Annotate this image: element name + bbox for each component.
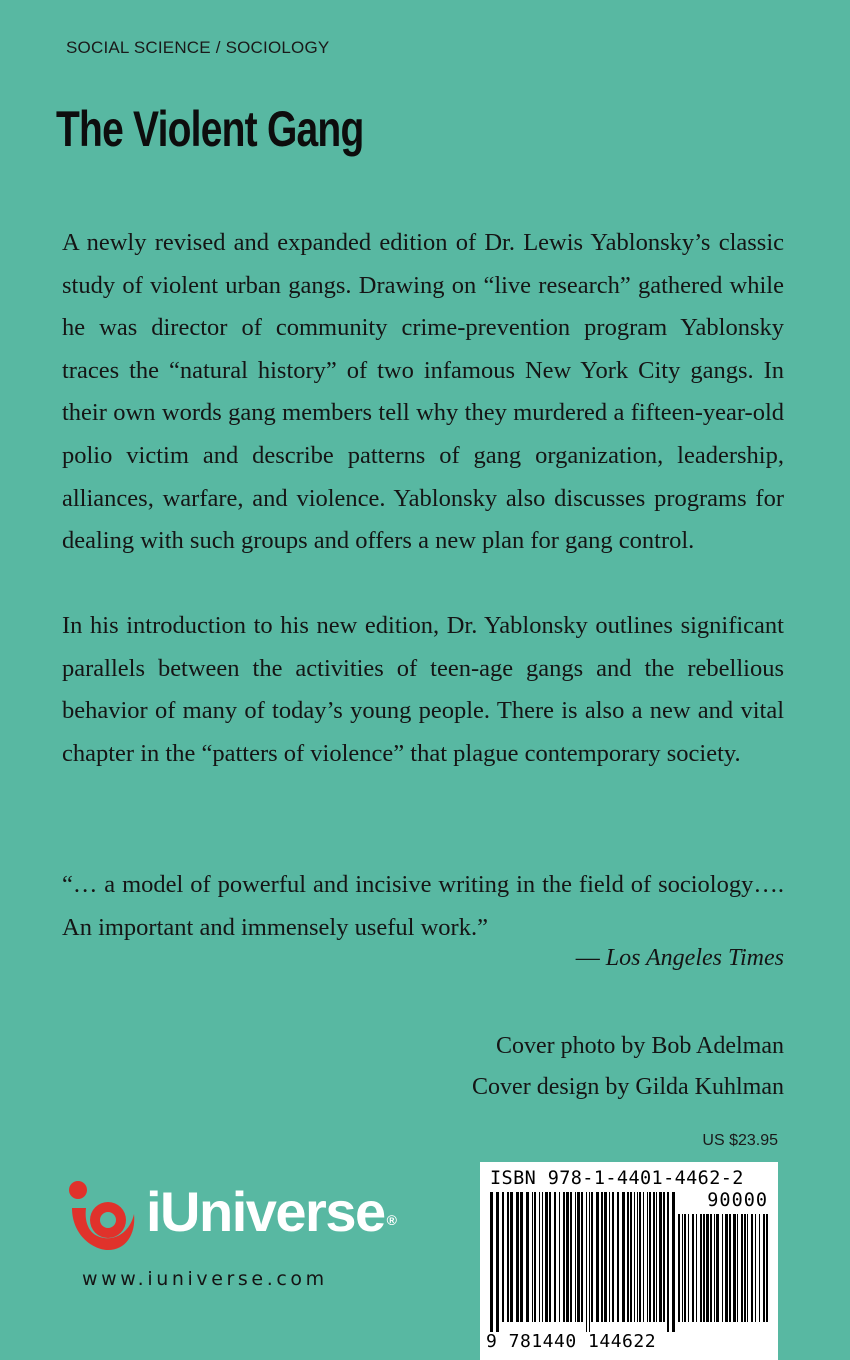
isbn-label: ISBN 978-1-4401-4462-2: [490, 1168, 744, 1189]
review-attribution: [576, 945, 784, 972]
review-source: Los Angeles Times: [605, 945, 784, 971]
registered-mark: ®: [386, 1212, 396, 1228]
review-quote: “… a model of powerful and incisive writing in the field of sociology…. An important and immensely useful work.”: [62, 871, 784, 941]
cover-photo-credit: Cover photo by Bob Adelman: [496, 1033, 784, 1059]
price-label: US $23.95: [702, 1132, 778, 1149]
barcode-box: [480, 1162, 778, 1360]
addon-barcode: [678, 1214, 770, 1332]
description-paragraph-1: A newly revised and expanded edition of Dr. Lewis Yablonsky’s classic study of violent urban gangs. Drawing on “live research” gathered while he was director of community crime-prevention program Yablonsky traces the “natural history” of two infamous New York City gangs. In their own words gang members tell why they murdered a fifteen-year-old polio victim and describe patterns of gang organization, leadership, alliances, warfare, and violence. Yablonsky also discusses programs for dealing with such groups and offers a new plan for gang control.: [62, 229, 784, 555]
addon-number: 90000: [707, 1190, 768, 1211]
ean-barcode: [490, 1192, 675, 1332]
publisher-wordmark: [146, 1182, 395, 1242]
attribution-dash: —: [575, 945, 606, 971]
barcode-digits: 9 781440 144622: [486, 1331, 657, 1352]
publisher-website: www.iuniverse.com: [82, 1268, 328, 1290]
cover-design-credit: Cover design by Gilda Kuhlman: [472, 1074, 784, 1100]
iuniverse-mark-icon: [64, 1178, 144, 1258]
book-title: The Violent Gang: [56, 101, 364, 157]
description-paragraph-2: In his introduction to his new edition, Dr. Yablonsky outlines significant parallels between the activities of teen-age gangs and the rebellious behavior of many of today’s young people. There is also a new and vital chapter in the “patters of violence” that plague contemporary society.: [62, 612, 784, 767]
publisher-name: iUniverse: [146, 1180, 385, 1243]
publisher-logo: [64, 1178, 404, 1258]
category-label: SOCIAL SCIENCE / SOCIOLOGY: [66, 38, 330, 57]
